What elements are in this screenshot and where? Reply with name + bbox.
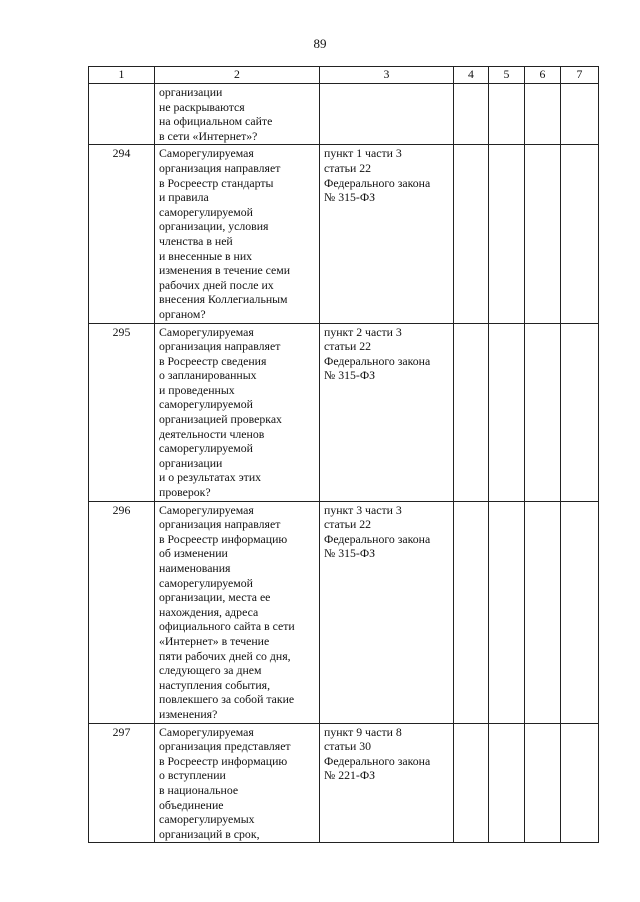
answer-no-cell	[489, 501, 525, 723]
question-line: саморегулируемой	[159, 397, 253, 412]
question-line: организацией проверках	[159, 412, 282, 427]
not-applicable-cell	[525, 323, 561, 501]
column-header-5: 5	[489, 67, 525, 84]
row-number-cell	[89, 84, 155, 145]
row-number-cell: 295	[89, 323, 155, 501]
not-applicable-cell	[525, 84, 561, 145]
question-line: о запланированных	[159, 368, 257, 383]
table-row	[89, 723, 599, 843]
question-line: в Росреестр стандарты	[159, 175, 274, 190]
reference-line: № 221-ФЗ	[324, 768, 376, 783]
question-line: органом?	[159, 306, 206, 321]
question-line: и внесенные в них	[159, 248, 253, 263]
not-applicable-cell	[525, 723, 561, 843]
question-line: и проведенных	[159, 382, 235, 397]
table-row	[89, 145, 599, 323]
row-number-cell: 294	[89, 145, 155, 323]
question-cell	[155, 723, 320, 843]
reference-cell	[320, 145, 454, 323]
answer-no-cell	[489, 323, 525, 501]
question-line: организации	[159, 85, 223, 99]
comment-cell	[561, 84, 599, 145]
reference-cell	[320, 84, 454, 145]
reference-line: Федерального закона	[324, 175, 431, 190]
reference-line: пункт 1 части 3	[324, 146, 402, 161]
question-line: не раскрываются	[159, 99, 245, 114]
question-line: следующего за днем	[159, 663, 262, 678]
question-line: организации, места ее	[159, 590, 271, 605]
reference-line: статьи 22	[324, 339, 372, 354]
question-line: изменения?	[159, 706, 218, 721]
comment-cell	[561, 323, 599, 501]
question-line: о вступлении	[159, 768, 226, 783]
column-header-2: 2	[155, 67, 320, 84]
question-line: наступления события,	[159, 677, 271, 692]
reference-line: пункт 2 части 3	[324, 324, 402, 339]
reference-line: пункт 3 части 3	[324, 502, 402, 517]
answer-no-cell	[489, 723, 525, 843]
question-cell	[155, 501, 320, 723]
answer-yes-cell	[454, 145, 489, 323]
question-line: организаций в срок,	[159, 826, 260, 841]
not-applicable-cell	[525, 501, 561, 723]
question-line: организация направляет	[159, 517, 281, 532]
question-line: организация представляет	[159, 739, 291, 754]
question-cell	[155, 323, 320, 501]
page-number: 89	[313, 36, 327, 51]
question-line: в сети «Интернет»?	[159, 128, 258, 143]
question-line: в Росреестр сведения	[159, 353, 267, 368]
column-header-6: 6	[525, 67, 561, 84]
answer-yes-cell	[454, 84, 489, 145]
answer-yes-cell	[454, 501, 489, 723]
row-number-cell: 297	[89, 723, 155, 843]
question-line: деятельности членов	[159, 426, 265, 441]
question-line: наименования	[159, 561, 231, 575]
reference-line: № 315-ФЗ	[324, 368, 376, 383]
question-cell	[155, 145, 320, 323]
reference-line: статьи 30	[324, 739, 372, 754]
question-line: в национальное	[159, 782, 239, 797]
question-line: и правила	[159, 190, 209, 205]
table-body	[89, 84, 599, 843]
question-line: рабочих дней после их	[159, 277, 274, 292]
answer-no-cell	[489, 84, 525, 145]
column-header-4: 4	[454, 67, 489, 84]
question-line: повлекшего за собой такие	[159, 692, 295, 707]
question-line: и о результатах этих	[159, 470, 262, 485]
question-line: об изменении	[159, 546, 228, 561]
question-line: членства в ней	[159, 233, 233, 248]
question-line: Саморегулируемая	[159, 324, 254, 339]
answer-yes-cell	[454, 723, 489, 843]
question-line: проверок?	[159, 485, 211, 500]
checklist-table	[88, 66, 599, 843]
column-header-3: 3	[320, 67, 454, 84]
question-line: пяти рабочих дней со дня,	[159, 648, 291, 663]
reference-cell	[320, 323, 454, 501]
comment-cell	[561, 723, 599, 843]
reference-line: Федерального закона	[324, 753, 431, 768]
table-row	[89, 323, 599, 501]
column-header-1: 1	[89, 67, 155, 84]
question-line: объединение	[159, 797, 224, 812]
reference-cell	[320, 501, 454, 723]
reference-line: статьи 22	[324, 160, 372, 175]
question-line: изменения в течение семи	[159, 263, 291, 278]
question-line: саморегулируемой	[159, 204, 253, 219]
reference-line: № 315-ФЗ	[324, 546, 376, 561]
question-line: в Росреестр информацию	[159, 753, 288, 768]
question-line: организация направляет	[159, 339, 281, 354]
question-line: нахождения, адреса	[159, 604, 259, 619]
reference-line: статьи 22	[324, 517, 372, 532]
row-number-cell: 296	[89, 501, 155, 723]
question-line: саморегулируемой	[159, 441, 253, 456]
comment-cell	[561, 501, 599, 723]
question-line: саморегулируемых	[159, 812, 255, 827]
question-line: Саморегулируемая	[159, 146, 254, 161]
question-line: Саморегулируемая	[159, 502, 254, 517]
question-line: в Росреестр информацию	[159, 531, 288, 546]
answer-no-cell	[489, 145, 525, 323]
question-line: саморегулируемой	[159, 575, 253, 590]
not-applicable-cell	[525, 145, 561, 323]
reference-line: Федерального закона	[324, 531, 431, 546]
column-header-7: 7	[561, 67, 599, 84]
question-line: организации, условия	[159, 219, 269, 234]
header-row	[89, 67, 599, 84]
table-row	[89, 501, 599, 723]
question-line: организация направляет	[159, 160, 281, 175]
reference-cell	[320, 723, 454, 843]
comment-cell	[561, 145, 599, 323]
question-cell	[155, 84, 320, 145]
question-line: официального сайта в сети	[159, 619, 295, 634]
reference-line: Федерального закона	[324, 353, 431, 368]
question-line: на официальном сайте	[159, 114, 273, 129]
table-row	[89, 84, 599, 145]
question-line: организации	[159, 455, 223, 470]
question-line: Саморегулируемая	[159, 724, 254, 739]
question-line: «Интернет» в течение	[159, 633, 270, 648]
reference-line: пункт 9 части 8	[324, 724, 402, 739]
answer-yes-cell	[454, 323, 489, 501]
reference-line: № 315-ФЗ	[324, 190, 376, 205]
question-line: внесения Коллегиальным	[159, 292, 288, 307]
